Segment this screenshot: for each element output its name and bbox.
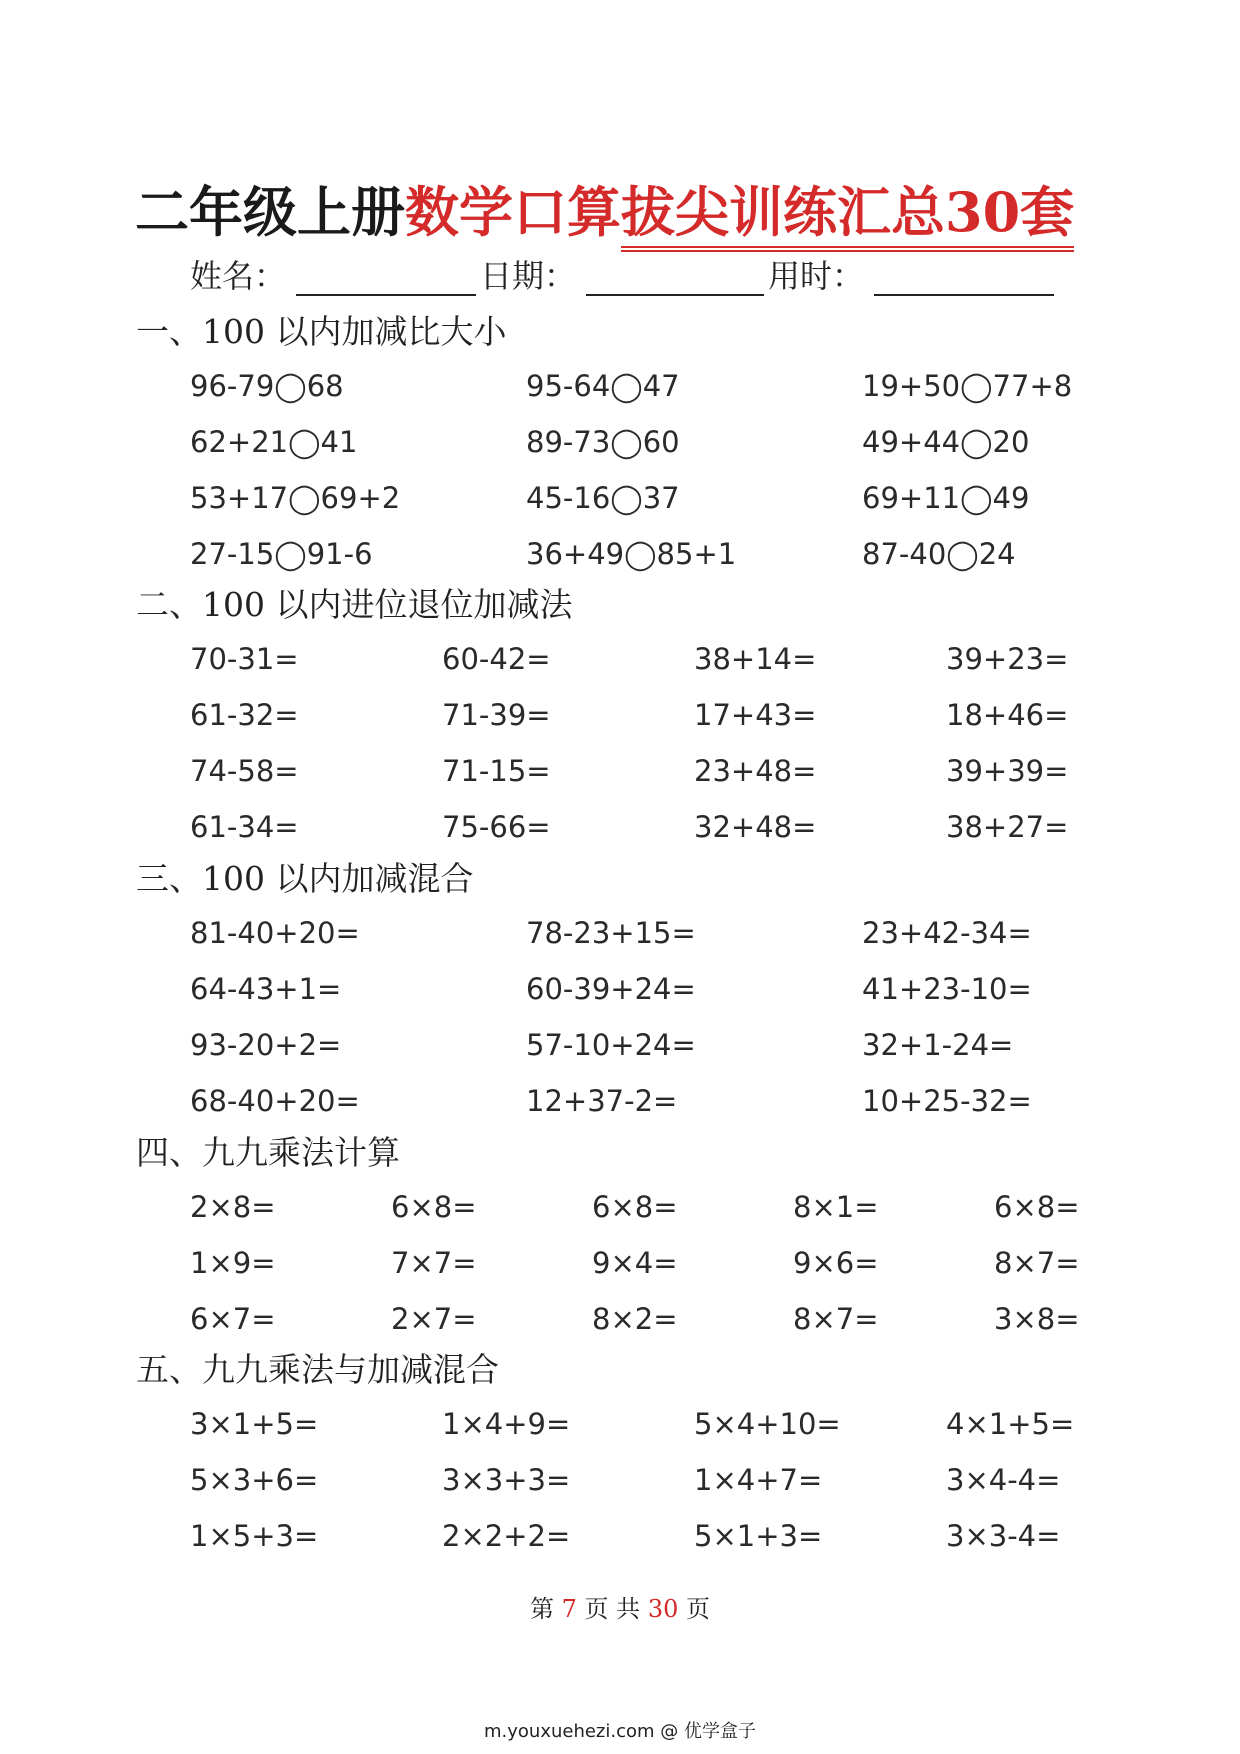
title-training: 拔尖训练汇总30套 bbox=[621, 180, 1074, 252]
section-3-row bbox=[0, 1023, 1240, 1067]
problem: 69+11◯49 bbox=[862, 481, 1030, 515]
section-5-row bbox=[0, 1402, 1240, 1446]
problem: 9×4= bbox=[592, 1246, 678, 1280]
problem: 71-15= bbox=[442, 754, 551, 788]
section-4-row bbox=[0, 1241, 1240, 1285]
section-1-row bbox=[0, 532, 1240, 576]
time-label: 用时： bbox=[768, 257, 865, 295]
section-4-row bbox=[0, 1297, 1240, 1341]
section-5-row bbox=[0, 1458, 1240, 1502]
problem: 6×8= bbox=[592, 1190, 678, 1224]
problem: 23+42-34= bbox=[862, 916, 1032, 950]
footer-suffix: 页 bbox=[686, 1595, 711, 1623]
problem: 1×9= bbox=[190, 1246, 276, 1280]
problem: 89-73◯60 bbox=[526, 425, 680, 459]
problem: 8×2= bbox=[592, 1302, 678, 1336]
problem: 1×4+9= bbox=[442, 1407, 571, 1441]
problem: 17+43= bbox=[694, 698, 817, 732]
problem: 1×5+3= bbox=[190, 1519, 319, 1553]
problem: 71-39= bbox=[442, 698, 551, 732]
section-3-row bbox=[0, 911, 1240, 955]
problem: 62+21◯41 bbox=[190, 425, 358, 459]
problem: 8×1= bbox=[793, 1190, 879, 1224]
section-3-title: 三、100 以内加减混合 bbox=[136, 859, 474, 898]
name-label: 姓名： bbox=[190, 257, 287, 295]
problem: 75-66= bbox=[442, 810, 551, 844]
footer-middle: 页 共 bbox=[584, 1595, 641, 1623]
problem: 3×3-4= bbox=[946, 1519, 1061, 1553]
problem: 53+17◯69+2 bbox=[190, 481, 401, 515]
problem: 93-20+2= bbox=[190, 1028, 342, 1062]
problem: 6×7= bbox=[190, 1302, 276, 1336]
problem: 2×7= bbox=[391, 1302, 477, 1336]
page-footer bbox=[0, 1592, 1240, 1626]
problem: 3×8= bbox=[994, 1302, 1080, 1336]
total-page-number: 30 bbox=[647, 1595, 679, 1623]
problem: 70-31= bbox=[190, 642, 299, 676]
problem: 3×3+3= bbox=[442, 1463, 571, 1497]
problem: 10+25-32= bbox=[862, 1084, 1032, 1118]
problem: 3×4-4= bbox=[946, 1463, 1061, 1497]
problem: 4×1+5= bbox=[946, 1407, 1075, 1441]
section-1-row bbox=[0, 420, 1240, 464]
problem: 74-58= bbox=[190, 754, 299, 788]
problem: 95-64◯47 bbox=[526, 369, 680, 403]
problem: 12+37-2= bbox=[526, 1084, 678, 1118]
section-3-row bbox=[0, 1079, 1240, 1123]
problem: 60-39+24= bbox=[526, 972, 696, 1006]
problem: 19+50◯77+8 bbox=[862, 369, 1073, 403]
problem: 41+23-10= bbox=[862, 972, 1032, 1006]
section-3-row bbox=[0, 967, 1240, 1011]
problem: 60-42= bbox=[442, 642, 551, 676]
problem: 2×8= bbox=[190, 1190, 276, 1224]
problem: 7×7= bbox=[391, 1246, 477, 1280]
date-blank[interactable] bbox=[586, 294, 764, 296]
section-2-row bbox=[0, 637, 1240, 681]
problem: 6×8= bbox=[994, 1190, 1080, 1224]
problem: 64-43+1= bbox=[190, 972, 342, 1006]
problem: 5×3+6= bbox=[190, 1463, 319, 1497]
section-5-title: 五、九九乘法与加减混合 bbox=[136, 1350, 499, 1389]
problem: 36+49◯85+1 bbox=[526, 537, 737, 571]
problem: 32+48= bbox=[694, 810, 817, 844]
problem: 45-16◯37 bbox=[526, 481, 680, 515]
title-grade: 二年级上册 bbox=[135, 180, 405, 244]
section-1-title: 一、100 以内加减比大小 bbox=[136, 312, 507, 351]
current-page-number: 7 bbox=[561, 1595, 577, 1623]
date-label: 日期： bbox=[480, 257, 577, 295]
problem: 6×8= bbox=[391, 1190, 477, 1224]
problem: 23+48= bbox=[694, 754, 817, 788]
problem: 96-79◯68 bbox=[190, 369, 344, 403]
time-blank[interactable] bbox=[874, 294, 1054, 296]
problem: 61-34= bbox=[190, 810, 299, 844]
section-1-row bbox=[0, 476, 1240, 520]
problem: 18+46= bbox=[946, 698, 1069, 732]
problem: 9×6= bbox=[793, 1246, 879, 1280]
section-4-row bbox=[0, 1185, 1240, 1229]
section-2-title: 二、100 以内进位退位加减法 bbox=[136, 585, 573, 624]
footer-prefix: 第 bbox=[529, 1595, 554, 1623]
problem: 81-40+20= bbox=[190, 916, 360, 950]
problem: 27-15◯91-6 bbox=[190, 537, 373, 571]
problem: 68-40+20= bbox=[190, 1084, 360, 1118]
name-blank[interactable] bbox=[296, 294, 476, 296]
section-2-row bbox=[0, 749, 1240, 793]
problem: 8×7= bbox=[793, 1302, 879, 1336]
problem: 49+44◯20 bbox=[862, 425, 1030, 459]
page-title bbox=[135, 172, 1074, 252]
problem: 39+23= bbox=[946, 642, 1069, 676]
section-4-title: 四、九九乘法计算 bbox=[136, 1133, 400, 1172]
section-2-row bbox=[0, 693, 1240, 737]
problem: 39+39= bbox=[946, 754, 1069, 788]
section-1-row bbox=[0, 364, 1240, 408]
section-5-row bbox=[0, 1514, 1240, 1558]
problem: 3×1+5= bbox=[190, 1407, 319, 1441]
problem: 8×7= bbox=[994, 1246, 1080, 1280]
problem: 5×1+3= bbox=[694, 1519, 823, 1553]
problem: 5×4+10= bbox=[694, 1407, 841, 1441]
problem: 57-10+24= bbox=[526, 1028, 696, 1062]
problem: 1×4+7= bbox=[694, 1463, 823, 1497]
title-subject: 数学口算 bbox=[405, 180, 621, 244]
problem: 38+14= bbox=[694, 642, 817, 676]
problem: 38+27= bbox=[946, 810, 1069, 844]
section-2-row bbox=[0, 805, 1240, 849]
problem: 61-32= bbox=[190, 698, 299, 732]
problem: 2×2+2= bbox=[442, 1519, 571, 1553]
problem: 78-23+15= bbox=[526, 916, 696, 950]
watermark-url: m.youxuehezi.com @ 优学盒子 bbox=[483, 1721, 756, 1742]
problem: 87-40◯24 bbox=[862, 537, 1016, 571]
problem: 32+1-24= bbox=[862, 1028, 1014, 1062]
